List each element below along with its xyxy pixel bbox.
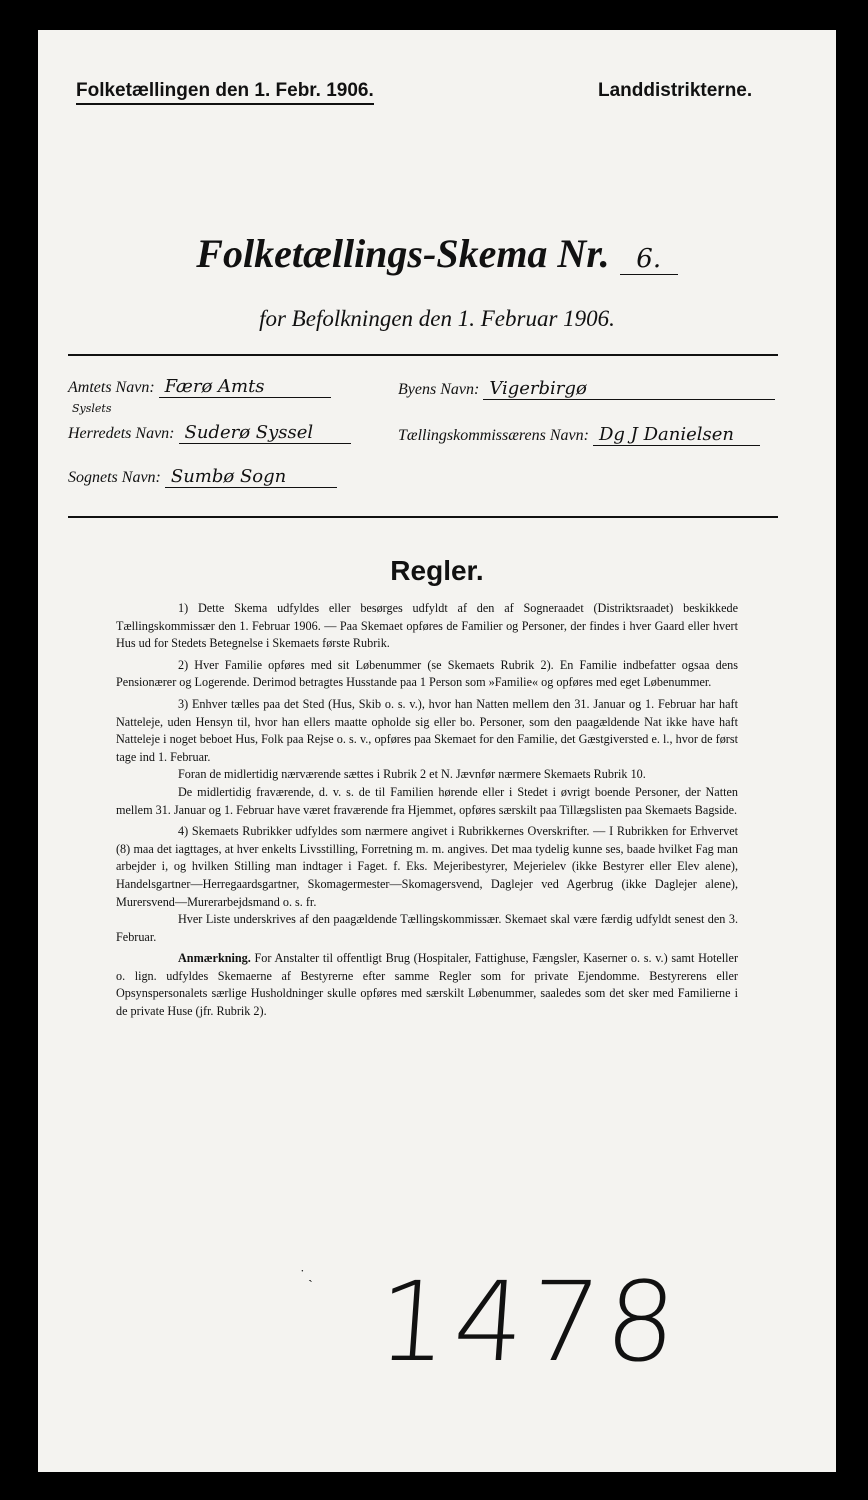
- sognets-label: Sognets Navn:: [68, 469, 161, 486]
- rule-paragraph-2: 2) Hver Familie opføres med sit Løbenummer (se Skemaets Rubrik 2). En Familie indbefatter ogsaa dens Pensionærer og Logerende. Derimod betragtes Husstande paa 1 Person som »Familie« og opføres med eget Løbenummer.: [116, 657, 738, 690]
- anmaerkning: [116, 950, 738, 1020]
- handwritten-number: 1478: [373, 1258, 687, 1386]
- anmaerkning-text: For Anstalter til offentligt Brug (Hospitaler, Fattighuse, Fængsler, Kaserner o. s. v.) samt Hoteller o. lign. udfyldes Skemaerne af Bestyrerne efter samme Regler som for private Ejendomme. Bestyrerens eller Opsynspersonalets særlige Husholdninger skulle opføres med særskilt Løbenummer, saaledes som det sker med Familierne i de private Huse (jfr. Rubrik 2).: [116, 951, 739, 1019]
- divider-top: [68, 354, 778, 356]
- form-number: 6.: [620, 244, 678, 275]
- syslets-note: Syslets: [72, 402, 112, 415]
- rule-paragraph-3b: Foran de midlertidig nærværende sættes i Rubrik 2 et N. Jævnfør nærmere Skemaets Rubrik 10.: [178, 767, 646, 782]
- taellingskommissaer-label: Tællingskommissærens Navn:: [398, 427, 589, 444]
- rule-paragraph-5: Hver Liste underskrives af den paagældende Tællingskommissær. Skemaet skal være færdig udfyldt senest den 3. Februar.: [116, 912, 738, 944]
- sognets-field: [68, 466, 337, 488]
- form-title: [38, 230, 836, 277]
- herredets-label: Herredets Navn:: [68, 425, 175, 442]
- amtets-value: Færø Amts: [159, 376, 331, 398]
- regler-heading: Regler.: [390, 555, 484, 586]
- byens-label: Byens Navn:: [398, 381, 480, 398]
- byens-field: [398, 378, 775, 400]
- rule-paragraph-3c: De midlertidig fraværende, d. v. s. de til Familien hørende eller i Stedet i øvrigt boende Personer, der Natten mellem 31. Januar og 1. Februar have været fraværende fra Hjemmet, opføres særskilt paa Tillægslisten paa Skemaets Bagside.: [116, 784, 738, 817]
- header-district-type: Landdistrikterne.: [598, 80, 753, 101]
- divider-bottom: [68, 516, 778, 518]
- amtets-label: Amtets Navn:: [68, 379, 155, 396]
- form-title-text: Folketællings-Skema Nr.: [196, 231, 610, 276]
- census-form-page: [38, 30, 836, 1472]
- taellingskommissaer-value: Dg J Danielsen: [593, 424, 760, 446]
- rule-paragraph-1: 1) Dette Skema udfyldes eller besørges udfyldt af den af Sogneraadet (Distriktsraadet) beskikkede Tællingskommissær den 1. Februar 1906. — Paa Skemaet opføres de Familier og Personer, der findes i hver Gaard eller hvert Hus ud for Stedets Betegnelse i Skemaets første Rubrik.: [116, 601, 738, 651]
- header-census-date: Folketællingen den 1. Febr. 1906.: [76, 80, 374, 105]
- herredets-field: [68, 422, 351, 444]
- ink-marks: ˙ ˏ: [300, 1268, 313, 1283]
- rules-body: [116, 600, 738, 1025]
- byens-value: Vigerbirgø: [483, 378, 775, 400]
- herredets-value: Suderø Syssel: [179, 422, 351, 444]
- rule-paragraph-3: 3) Enhver tælles paa det Sted (Hus, Skib o. s. v.), hvor han Natten mellem den 31. Januar og 1. Februar har haft Natteleje, uden Hensyn til, hvor han ellers maatte opholde sig eller bo. Personer, som den paagældende Nat ikke have haft Natteleje i noget beboet Hus, Folk paa Rejse o. s. v., opføres paa Skemaet for den Familie, det Gæstgiversted e. l., hvor de først tage ind 1. Februar.: [116, 696, 738, 764]
- rule-paragraph-4: 4) Skemaets Rubrikker udfyldes som nærmere angivet i Rubrikkernes Overskrifter. — I Rubrikken for Erhvervet (8) maa det iagttages, at hver enkelts Livsstilling, Forretning m. m. angives. Det maa tydelig kunne ses, baade hvilket Fag man arbejder i, og hvilken Stilling man indtager i Faget. f. Eks. Mejeribestyrer, Mejerielev (ikke Bestyrer eller Elev alene), Handelsgartner—Herregaardsgartner, Skomagermester—Skomagersvend, Daglejer ved Agerbrug (ikke Daglejer alene), Murersvend—Murerarbejdsmand o. s. fr.: [116, 824, 738, 909]
- amtets-field: [68, 376, 331, 398]
- taellingskommissaer-field: [398, 424, 760, 446]
- form-subtitle: for Befolkningen den 1. Februar 1906.: [259, 306, 615, 331]
- anmaerkning-label: Anmærkning.: [178, 951, 251, 966]
- sognets-value: Sumbø Sogn: [165, 466, 337, 488]
